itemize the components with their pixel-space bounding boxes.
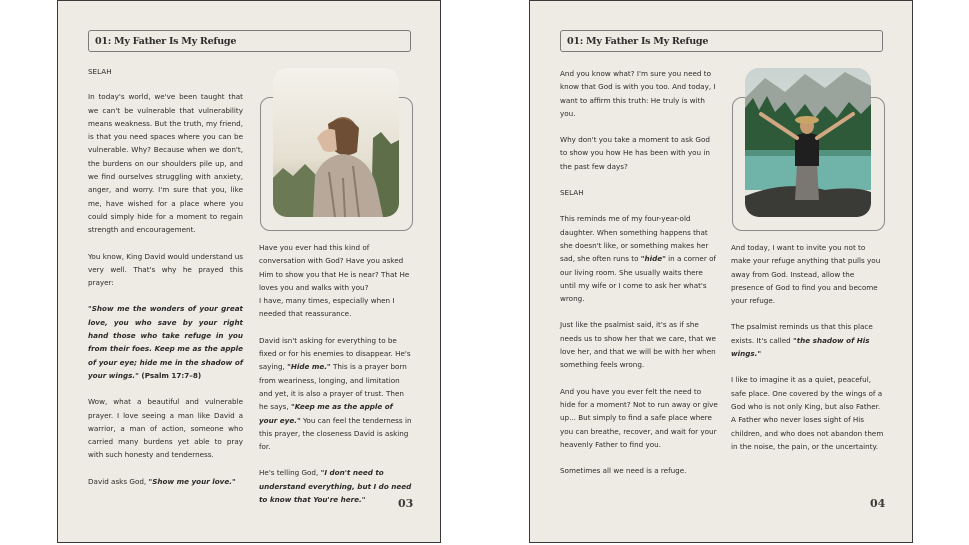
- page-number: 04: [870, 497, 886, 510]
- paragraph: In today's world, we've been taught that we can't be vulnerable that vulnerability means weakness. But the truth, my friend, is that you need spaces where you can be vulnerable. Why? Because when we don't, the burdens on our shoulders pile up, and we find ourselves struggling with anxiety, anger, and worry. I'm sure that you, like me, have wished for a place where you could simply hide for a moment to regain strength and encouragement.: [88, 92, 243, 235]
- paragraph: David isn't asking for everything to be fixed or for his enemies to disappear. He's saying, "Hide me." This is a prayer born from weariness, longing, and limitation and yet, it is also a prayer of trust. Then he says, "Keep me as the apple of your eye." You can feel the tenderness in this prayer, the closeness David is asking for.: [259, 335, 412, 452]
- chapter-title: 01: My Father Is My Refuge: [95, 36, 237, 47]
- paragraph: I have, many times, especially when I needed that reassurance.: [259, 296, 395, 319]
- quote-text: "Show me the wonders of your great love, you who save by your right hand those who take refuge in you from their foes. Keep me as the apple of your eye; hide me in the shadow of your wings.": [88, 304, 243, 380]
- photo-woman-at-lake: [745, 68, 871, 217]
- paragraph: I like to imagine it as a quiet, peaceful, safe place. One covered by the wings of a God who is not only King, but also Father. A Father who never loses sight of His children, and who does not abandon them in the noise, the pain, or the uncertainty.: [731, 375, 884, 451]
- page-03: [57, 0, 441, 543]
- right-column-1: [560, 67, 718, 490]
- paragraph: He's telling God, "I don't need to understand everything, but I do need to know that You're here.": [259, 468, 412, 505]
- paragraph: David asks God, "Show me your love.": [88, 476, 236, 486]
- paragraph: Just like the psalmist said, it's as if she needs us to show her that we care, that we love her, and that we will be with her when something feels wrong.: [560, 320, 716, 370]
- right-column-2: [731, 241, 884, 466]
- quote-reference: (Psalm 17:7–8): [138, 370, 202, 380]
- paragraph: Have you ever had this kind of conversation with God? Have you asked Him to show you that He is near? That He loves you and walks with you?: [259, 243, 410, 292]
- scripture-quote: [88, 302, 243, 382]
- photo-woman-praying: [273, 68, 399, 217]
- paragraph: And you have you ever felt the need to hide for a moment? Not to run away or give up... But simply to find a safe place where you can breathe, recover, and wait for your heavenly Father to find you.: [560, 386, 718, 449]
- paragraph: You know, King David would understand us very well. That's why he prayed this prayer:: [88, 251, 243, 288]
- page-number: 03: [398, 497, 414, 510]
- paragraph: And you know what? I'm sure you need to know that God is with you too. And today, I want to affirm this truth: He truly is with you.: [560, 69, 716, 118]
- left-column-2: [259, 241, 412, 519]
- paragraph: Wow, what a beautiful and vulnerable prayer. I love seeing a man like David a warrior, a man of action, someone who carried many burdens yet able to pray with such honesty and tenderness.: [88, 397, 243, 460]
- chapter-title-box: [560, 30, 883, 52]
- page-04: [529, 0, 913, 543]
- selah-label: SELAH: [560, 188, 584, 198]
- paragraph: This reminds me of my four-year-old daughter. When something happens that she doesn't like, or something makes her sad, she often runs to "hide" in a corner of our living room. She usually waits there until my wife or I come to ask her what's wrong.: [560, 214, 716, 304]
- paragraph: The psalmist reminds us that this place exists. It's called "the shadow of His wings.": [731, 322, 873, 359]
- chapter-title-box: [88, 30, 411, 52]
- paragraph: Sometimes all we need is a refuge.: [560, 466, 687, 476]
- paragraph: Why don't you take a moment to ask God to show you how He has been with you in the past few days?: [560, 135, 710, 171]
- chapter-title: 01: My Father Is My Refuge: [567, 36, 709, 47]
- left-column-1: [88, 65, 243, 501]
- selah-label: SELAH: [88, 67, 112, 76]
- paragraph: And today, I want to invite you not to make your refuge anything that pulls you away from God. Instead, allow the presence of God to find you and become your refuge.: [731, 243, 881, 306]
